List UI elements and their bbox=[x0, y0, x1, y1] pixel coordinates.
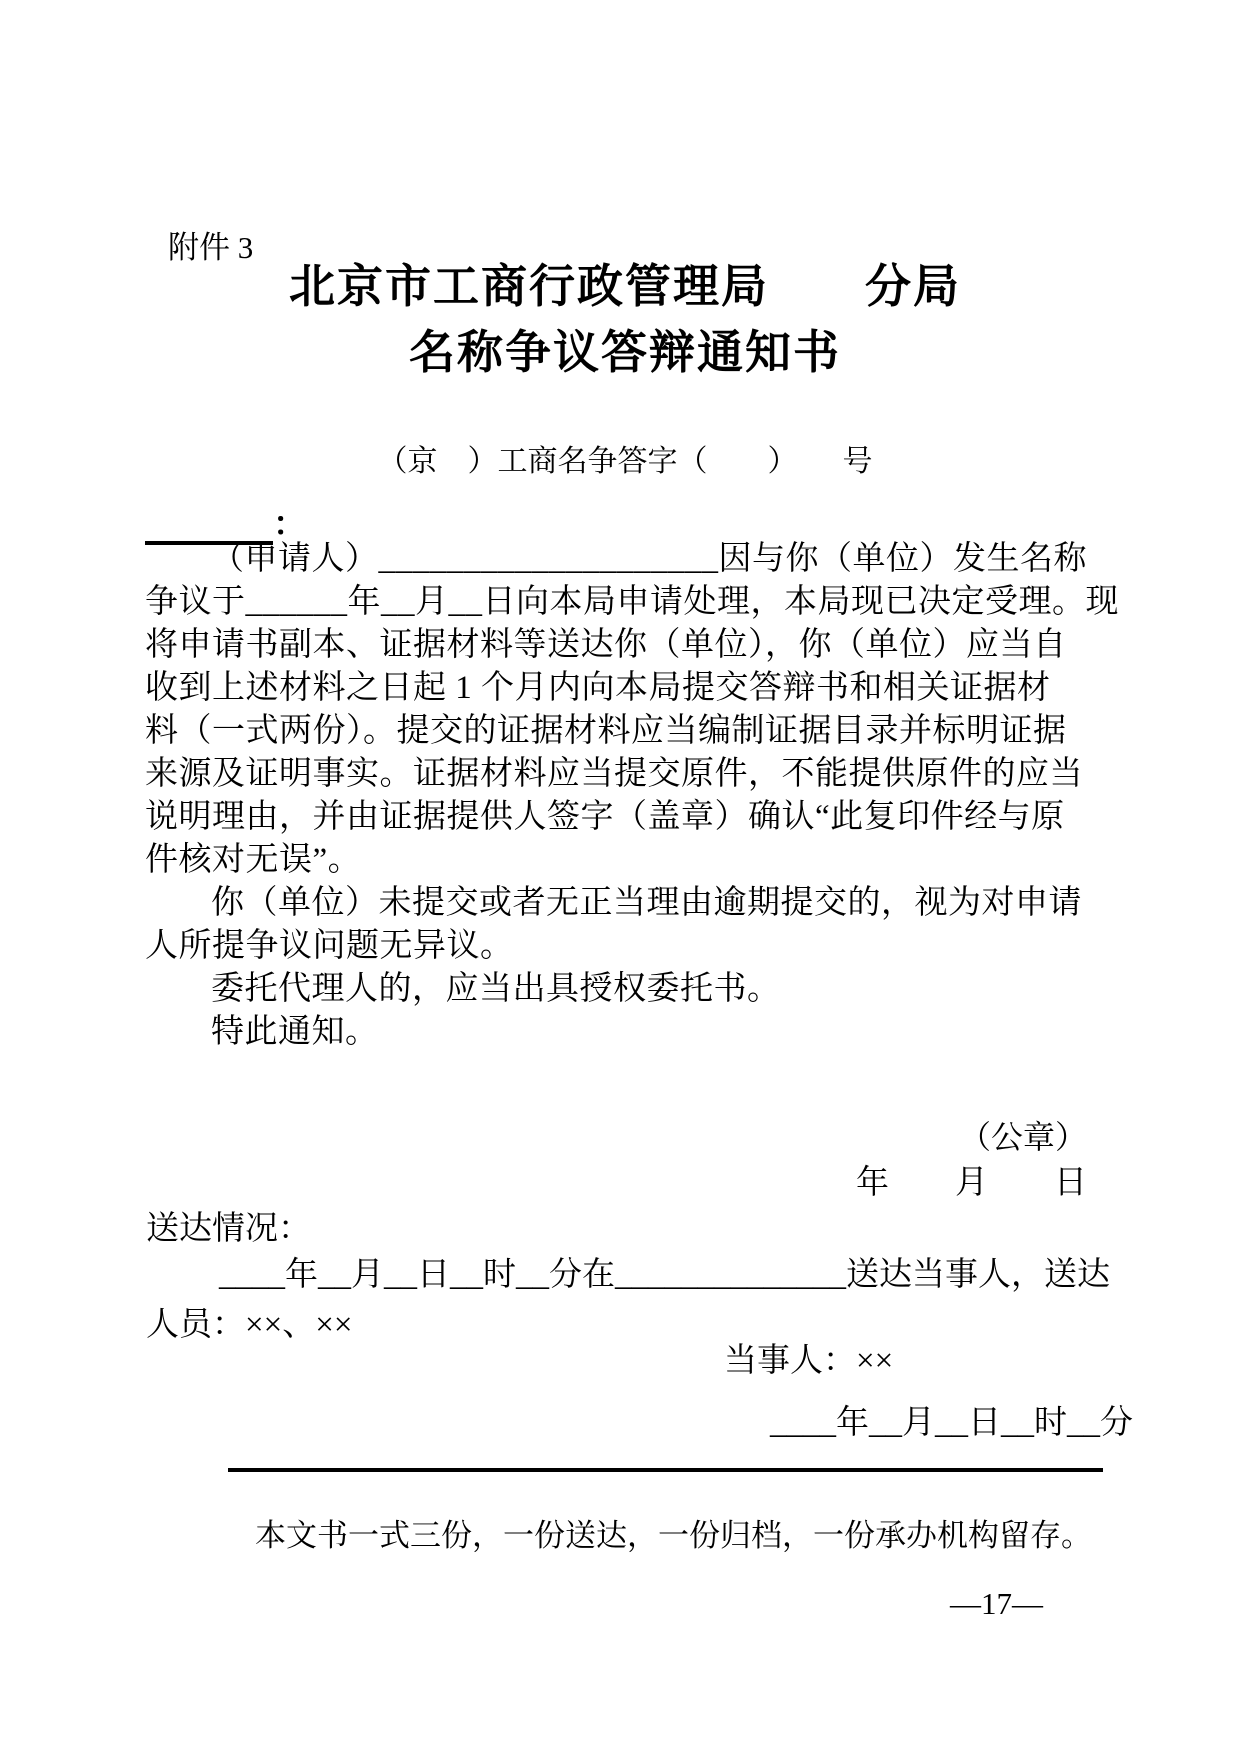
copies-note: 本文书一式三份，一份送达，一份归档，一份承办机构留存。 bbox=[255, 1518, 1092, 1553]
official-seal-placeholder: （公章） bbox=[958, 1119, 1087, 1155]
body-line: 件核对无误”。 bbox=[145, 842, 362, 878]
body-line: （申请人）____________________因与你（单位）发生名称 bbox=[211, 541, 1087, 577]
salutation-line bbox=[145, 498, 306, 543]
document-number-line: （京 ）工商名争答字（ ） 号 bbox=[377, 445, 873, 478]
notice-body bbox=[145, 538, 1119, 1054]
body-line: 收到上述材料之日起 1 个月内向本局提交答辩书和相关证据材 bbox=[145, 670, 1051, 706]
document-title-line1: 北京市工商行政管理局 分局 bbox=[289, 260, 961, 312]
body-line: 你（单位）未提交或者无正当理由逾期提交的，视为对申请 bbox=[211, 885, 1082, 921]
body-line: 将申请书副本、证据材料等送达你（单位），你（单位）应当自 bbox=[145, 627, 1067, 663]
attachment-label: 附件 3 bbox=[168, 230, 254, 265]
body-line: 来源及证明事实。证据材料应当提交原件，不能提供原件的应当 bbox=[145, 756, 1083, 792]
footer-divider-line bbox=[228, 1468, 1103, 1472]
body-line: 委托代理人的，应当出具授权委托书。 bbox=[211, 971, 781, 1007]
document-title-line2: 名称争议答辩通知书 bbox=[409, 326, 841, 378]
page-number: —17— bbox=[950, 1586, 1043, 1621]
body-line: 人所提争议问题无异议。 bbox=[145, 928, 514, 964]
body-line: 料（一式两份）。提交的证据材料应当编制证据目录并标明证据 bbox=[145, 713, 1067, 749]
body-line: 特此通知。 bbox=[211, 1014, 379, 1050]
signature-date-line: 年 月 日 bbox=[856, 1165, 1087, 1201]
body-line: 说明理由，并由证据提供人签字（盖章）确认“此复印件经与原 bbox=[145, 799, 1065, 835]
party-signature-line: 当事人：×× bbox=[724, 1343, 894, 1379]
body-line: 争议于______年__月__日向本局申请处理，本局现已决定受理。现 bbox=[145, 584, 1119, 620]
delivery-detail-line: ____年__月__日__时__分在______________送达当事人，送达 bbox=[219, 1257, 1110, 1293]
delivery-status-heading: 送达情况： bbox=[146, 1211, 311, 1247]
delivery-personnel-line: 人员：××、×× bbox=[146, 1307, 353, 1343]
salutation-colon: ： bbox=[273, 507, 306, 543]
party-date-line: ____年__月__日__时__分 bbox=[770, 1405, 1133, 1441]
